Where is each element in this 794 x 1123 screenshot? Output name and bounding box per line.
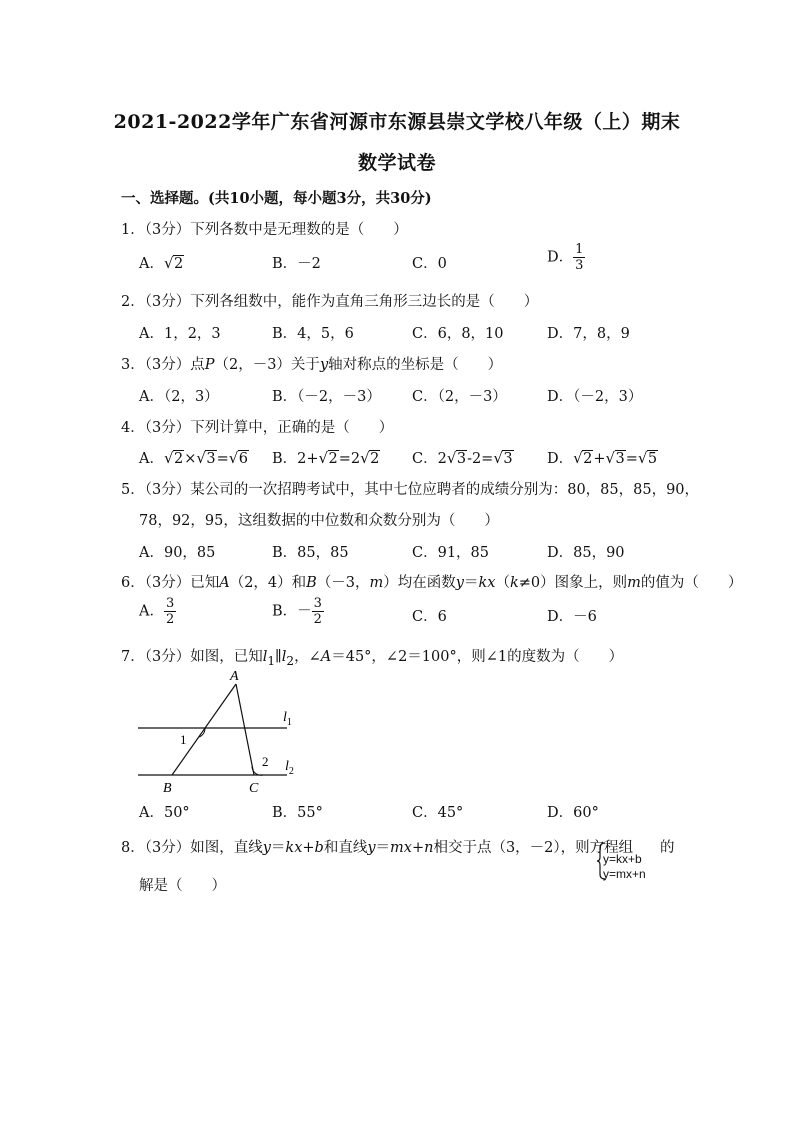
option-b: B．85，85: [272, 545, 349, 561]
option-d: D．60°: [547, 805, 599, 821]
question-5-options: [139, 541, 699, 563]
option-d: D．－6: [547, 609, 597, 625]
question-3: 3．（3分）点P（2，－3）关于y轴对称点的坐标是（ ）: [121, 357, 503, 373]
option-b: B．55°: [272, 805, 323, 821]
question-4-options: [139, 447, 699, 469]
option-c: C．（2，－3）: [412, 389, 507, 405]
question-8-line2: 解是（ ）: [139, 878, 226, 894]
option-d: D．7，8，9: [547, 326, 630, 342]
segment-ab: [172, 684, 236, 775]
option-c: C．2 √ 3-2= √ 3: [412, 449, 513, 467]
question-4: 4．（3分）下列计算中，正确的是（ ）: [121, 420, 394, 436]
line-l1-label: $l_1$: [283, 710, 292, 728]
question-2: 2．（3分）下列各组数中，能作为直角三角形三边长的是（ ）: [121, 294, 539, 310]
angle-2-label: 2: [262, 754, 269, 769]
option-a: A． $\frac{3}{2}$: [139, 596, 175, 627]
question-1-options: [139, 242, 699, 274]
equation-1: y=kx+b: [603, 852, 642, 866]
question-1: 1．（3分）下列各数中是无理数的是（ ）: [121, 222, 408, 238]
option-a: A． √ 2× √ 3= √ 6: [139, 449, 248, 467]
page-subtitle: 数学试卷: [357, 152, 436, 174]
vertex-c-label: C: [249, 781, 259, 796]
page-title: 2021-2022学年广东省河源市东源县崇文学校八年级（上）期末: [113, 111, 681, 133]
segment-ac: [236, 684, 254, 775]
question-7: 7．（3分）如图，已知$l_1\parallel l_2$，∠A＝45°，∠2＝100°，则∠1的度数为（ ）: [121, 649, 624, 668]
equation-system: [603, 852, 646, 882]
option-b: B．4，5，6: [272, 326, 354, 342]
question-7-options: [139, 801, 699, 823]
question-5-line2: 78，92，95，这组数据的中位数和众数分别为（ ）: [139, 513, 499, 529]
option-a: A．1，2，3: [139, 326, 221, 342]
option-b: B．－ $\frac{3}{2}$: [272, 596, 322, 627]
section-heading: 一、选择题。(共10小题，每小题3分，共30分): [121, 190, 432, 207]
option-a: A．（2，3）: [139, 389, 219, 405]
parallel-lines-figure: [130, 664, 310, 799]
option-d: D． √ 2+ √ 3= √ 5: [547, 449, 658, 467]
question-8-tail: 的: [660, 840, 675, 856]
option-c: C．0: [412, 256, 447, 272]
option-c: C．45°: [412, 805, 464, 821]
question-6-options: [139, 596, 699, 627]
option-a: A． √ 2: [139, 254, 184, 272]
option-a: A．50°: [139, 805, 190, 821]
angle-1-label: 1: [180, 732, 187, 747]
option-b: B．－2: [272, 256, 321, 272]
question-5: 5．（3分）某公司的一次招聘考试中，其中七位应聘者的成绩分别为：80，85，85，90，: [121, 482, 700, 498]
option-b: B．（－2，－3）: [272, 389, 381, 405]
vertex-a-label: A: [230, 669, 239, 684]
line-l2-label: $l_2$: [285, 759, 294, 777]
option-d: D．（－2，3）: [547, 389, 643, 405]
option-b: B．2+ √ 2=2 √ 2: [272, 449, 380, 467]
question-8: 8．（3分）如图，直线y＝kx+b和直线y＝mx+n相交于点（3，－2），则方程组: [121, 840, 634, 856]
question-6: 6．（3分）已知A（2，4）和B（－3，m）均在函数y＝kx（k≠0）图象上，则m的值为（ ）: [121, 575, 743, 591]
option-c: C．6: [412, 609, 447, 625]
question-2-options: [139, 322, 699, 344]
option-c: C．91，85: [412, 545, 489, 561]
equation-2: y=mx+n: [603, 867, 646, 881]
option-a: A．90，85: [139, 545, 216, 561]
vertex-b-label: B: [163, 781, 172, 796]
option-c: C．6，8，10: [412, 326, 504, 342]
option-d: D．85，90: [547, 545, 625, 561]
option-d: D． $\frac{1}{3}$: [547, 242, 584, 273]
question-3-options: [139, 385, 699, 407]
